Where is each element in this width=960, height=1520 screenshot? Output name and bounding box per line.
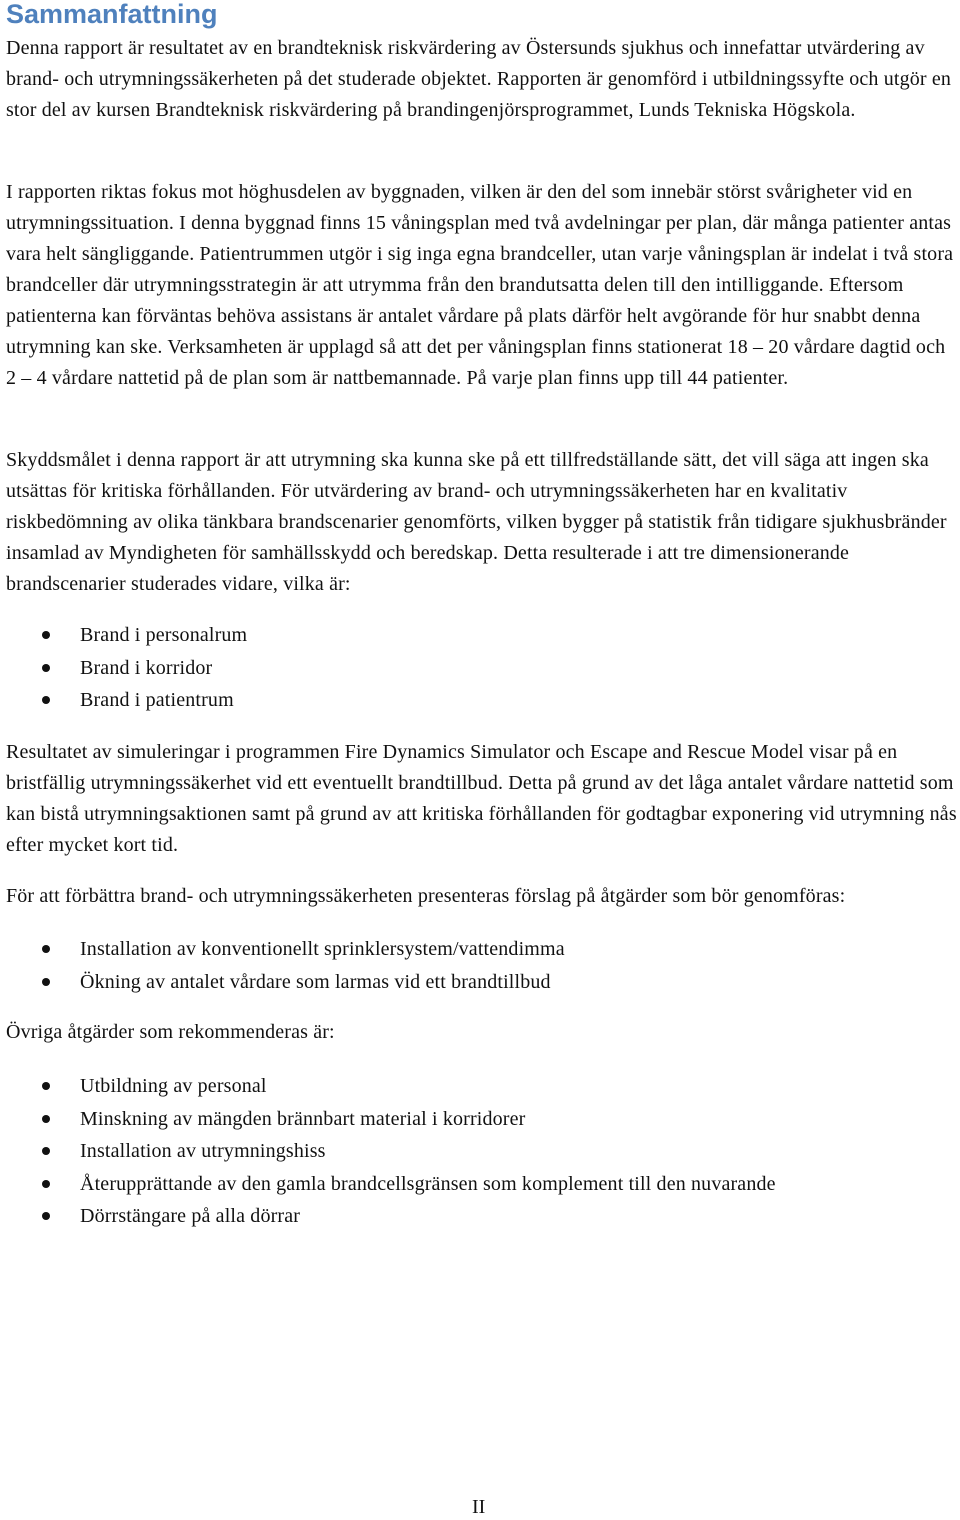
bullet-icon [42,1082,50,1090]
list-item [0,1200,940,1233]
section-heading: Sammanfattning [6,0,218,29]
list-item [0,1103,940,1136]
page-number: II [472,1496,486,1518]
list-item [0,619,940,652]
bullet-icon [42,1180,50,1188]
proposed-measures-list [0,933,940,998]
list-item-label: Brand i patientrum [80,689,234,711]
list-item [0,684,940,717]
paragraph-intro: Denna rapport är resultatet av en brandteknisk riskvärdering av Östersunds sjukhus och innefattar utvärdering av brand- och utrymningssäkerheten på det studerade objektet. Rapporten är genomförd i utbildningssyfte och utgör en stor del av kursen Brandteknisk riskvärdering på brandingenjörsprogrammet, Lunds Tekniska Högskola. [6,37,952,121]
list-item [0,933,940,966]
paragraph-focus: I rapporten riktas fokus mot höghusdelen av byggnaden, vilken är den del som innebär störst svårigheter vid en utrymningssituation. I denna byggnad finns 15 våningsplan med två avdelningar per plan, där många patienter antas vara helt sängliggande. Patientrummen utgör i sig inga egna brandceller, utan varje våningsplan är indelat i två stora brandceller där utrymningsstrategin är att utrymma från den brandutsatta delen till den intilliggande. Eftersom patienterna kan förväntas behöva assistans är antalet vårdare på plats därför helt avgörande för hur snabbt denna utrymning kan ske. Verksamheten är upplagd så att det per våningsplan finns stationerat 18 – 20 vårdare dagtid och 2 – 4 vårdare nattetid på de plan som är nattbemannade. På varje plan finns upp till 44 patienter. [6,181,954,389]
bullet-icon [42,978,50,986]
list-item [0,652,940,685]
bullet-icon [42,1212,50,1220]
list-item-label: Installation av utrymningshiss [80,1140,326,1162]
bullet-icon [42,664,50,672]
other-measures-list [0,1070,940,1233]
list-item-label: Ökning av antalet vårdare som larmas vid ett brandtillbud [80,970,551,993]
paragraph-improvements: För att förbättra brand- och utrymningssäkerheten presenteras förslag på åtgärder som bör genomföras: [6,885,846,907]
paragraph-results: Resultatet av simuleringar i programmen Fire Dynamics Simulator och Escape and Rescue Model visar på en bristfällig utrymningssäkerhet vid ett eventuellt brandtillbud. Detta på grund av det låga antalet vårdare nattetid som kan bistå utrymningsaktionen samt på grund av att kritiska förhållanden för godtagbar exponering vid utrymning nås efter mycket kort tid. [6,741,957,856]
list-item-label: Minskning av mängden brännbart material i korridorer [80,1107,526,1130]
list-item-label: Brand i personalrum [80,624,248,646]
bullet-icon [42,1147,50,1155]
bullet-icon [42,1115,50,1123]
bullet-icon [42,945,50,953]
bullet-icon [42,696,50,704]
bullet-icon [42,631,50,639]
list-item [0,1168,940,1201]
list-item-label: Installation av konventionellt sprinklersystem/vattendimma [80,938,565,960]
list-item [0,966,940,999]
paragraph-other-measures: Övriga åtgärder som rekommenderas är: [6,1021,335,1043]
list-item [0,1070,940,1103]
list-item-label: Brand i korridor [80,656,213,679]
paragraph-protection-goal: Skyddsmålet i denna rapport är att utrymning ska kunna ske på ett tillfredställande sätt, det vill säga att ingen ska utsättas för kritiska förhållanden. För utvärdering av brand- och utrymningssäkerheten har en kvalitativ riskbedömning av olika tänkbara brandscenarier genomförts, vilken bygger på statistik från tidigare sjukhusbränder insamlad av Myndigheten för samhällsskydd och beredskap. Detta resulterade i att tre dimensionerande brandscenarier studerades vidare, vilka är: [6,449,947,595]
list-item [0,1135,940,1168]
list-item-label: Utbildning av personal [80,1075,267,1097]
scenario-list [0,619,940,717]
list-item-label: Återupprättande av den gamla brandcellsgränsen som komplement till den nuvarande [80,1172,776,1195]
list-item-label: Dörrstängare på alla dörrar [80,1205,301,1227]
